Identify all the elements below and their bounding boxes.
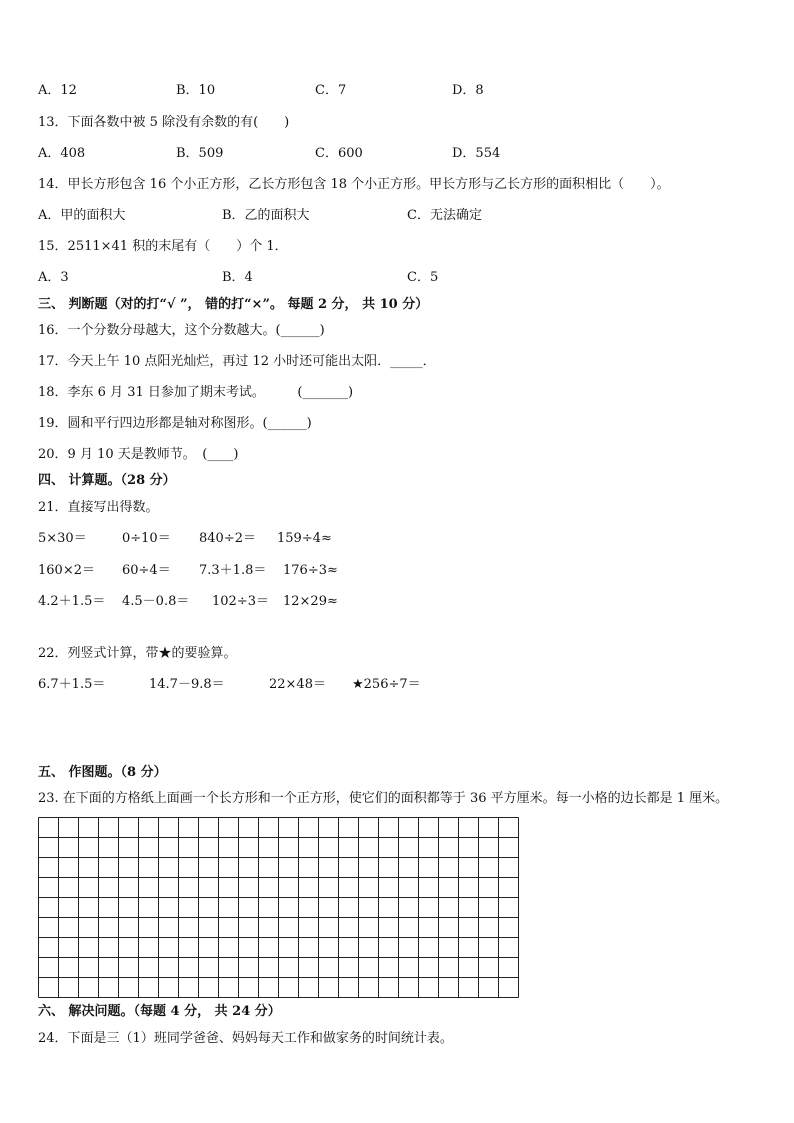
vertical-calc-item: 14.7－9.8＝ [149, 677, 225, 692]
option-d: D．8 [452, 83, 484, 98]
q14-option-b: B．乙的面积大 [222, 208, 310, 223]
question-17: 17．今天上午 10 点阳光灿烂，再过 12 小时还可能出太阳．_____． [38, 354, 436, 369]
q15-option-b: B．4 [222, 270, 253, 285]
section-5-heading: 五、 作图题。（8 分） [38, 765, 167, 780]
calc-item: 160×2＝ [38, 563, 95, 578]
calc-item: 840÷2＝ [199, 531, 256, 546]
q15-option-a: A．3 [38, 270, 69, 285]
vertical-calc-item: 6.7＋1.5＝ [38, 677, 106, 692]
question-19: 19．圆和平行四边形都是轴对称图形。(______) [38, 416, 312, 431]
section-6-heading: 六、 解决问题。（每题 4 分， 共 24 分） [38, 1004, 281, 1019]
question-23: 23. 在下面的方格纸上面画一个长方形和一个正方形，使它们的面积都等于 36 平方厘米。每一小格的边长都是 1 厘米。 [38, 791, 729, 806]
question-14: 14．甲长方形包含 16 个小正方形，乙长方形包含 18 个小正方形。甲长方形与乙长方形的面积相比（ ）。 [38, 177, 670, 192]
option-b: B．10 [176, 83, 216, 98]
question-15: 15．2511×41 积的末尾有（ ）个 1． [38, 239, 288, 254]
section-4-heading: 四、 计算题。（28 分） [38, 473, 176, 488]
grid-svg [38, 817, 520, 999]
calc-item: 7.3＋1.8＝ [199, 563, 267, 578]
q13-option-a: A．408 [38, 146, 86, 161]
q14-option-a: A．甲的面积大 [38, 208, 126, 223]
calc-item: 5×30＝ [38, 531, 87, 546]
question-20: 20．9 月 10 天是教师节。 (____) [38, 447, 239, 462]
question-22: 22．列竖式计算，带★的要验算。 [38, 646, 237, 661]
calc-item: 176÷3≈ [283, 563, 338, 578]
calc-item: 159÷4≈ [277, 531, 332, 546]
grid-paper[interactable] [38, 817, 520, 1003]
option-c: C．7 [315, 83, 347, 98]
q13-option-b: B．509 [176, 146, 224, 161]
vertical-calc-item: ★256÷7＝ [352, 677, 421, 692]
calc-item: 4.5－0.8＝ [122, 594, 190, 609]
calc-item: 60÷4＝ [122, 563, 171, 578]
q13-option-d: D．554 [452, 146, 501, 161]
q15-option-c: C．5 [407, 270, 439, 285]
q13-option-c: C．600 [315, 146, 363, 161]
calc-item: 0÷10＝ [122, 531, 171, 546]
calc-item: 102÷3＝ [212, 594, 269, 609]
option-a: A．12 [38, 83, 77, 98]
question-18: 18．李东 6 月 31 日参加了期末考试。 (_______) [38, 385, 354, 400]
question-16: 16．一个分数分母越大，这个分数越大。(______) [38, 323, 325, 338]
question-21: 21．直接写出得数。 [38, 500, 159, 515]
vertical-calc-item: 22×48＝ [269, 677, 326, 692]
section-3-heading: 三、 判断题（对的打“√ ”， 错的打“×”。 每题 2 分， 共 10 分） [38, 297, 429, 312]
calc-item: 4.2＋1.5＝ [38, 594, 106, 609]
question-13: 13．下面各数中被 5 除没有余数的有( ) [38, 115, 290, 130]
q14-option-c: C．无法确定 [407, 208, 482, 223]
question-24: 24．下面是三（1）班同学爸爸、妈妈每天工作和做家务的时间统计表。 [38, 1031, 453, 1046]
calc-item: 12×29≈ [283, 594, 338, 609]
